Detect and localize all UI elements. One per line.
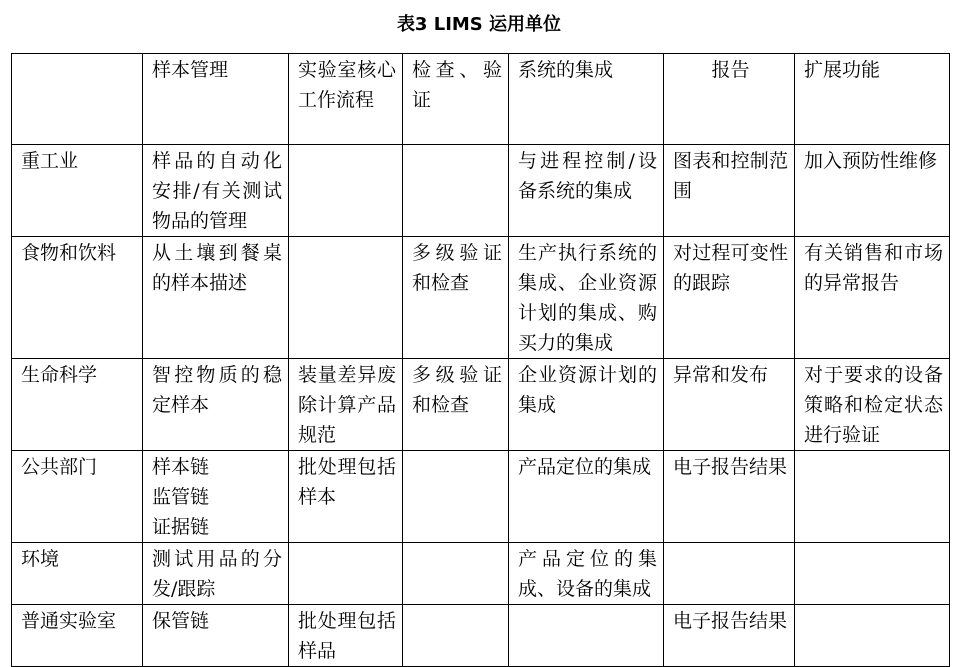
cell-core-workflow	[289, 605, 403, 667]
cell-extension	[795, 543, 950, 605]
cell-industry: 公共部门	[12, 451, 143, 543]
cell-industry: 食物和饮料	[12, 237, 143, 359]
cell-integration-text: 产品定位的集成、设备的集成	[518, 548, 657, 600]
cell-integration	[509, 359, 664, 451]
table-row	[12, 543, 950, 605]
cell-sample-management-text: 测试用品的分发/跟踪	[152, 548, 282, 600]
cell-integration-text: 生产执行系统的集成、企业资源计划的集成、购买力的集成	[518, 242, 657, 354]
cell-report	[664, 145, 795, 237]
cell-core-workflow-text: 批处理包括样品	[298, 610, 396, 662]
cell-extension	[795, 145, 950, 237]
header-check-verify: 检查、验证	[403, 54, 509, 145]
cell-report-text: 图表和控制范围	[673, 150, 788, 202]
cell-check-verify-text: 多级验证和检查	[412, 242, 502, 294]
cell-report-text: 电子报告结果	[673, 610, 788, 632]
cell-sample-management	[143, 145, 289, 237]
cell-extension-text: 有关销售和市场的异常报告	[804, 242, 943, 294]
cell-core-workflow-text: 批处理包括样本	[298, 456, 396, 508]
cell-extension-text: 加入预防性维修	[804, 150, 938, 172]
cell-integration-text: 产品定位的集成	[518, 456, 652, 478]
cell-check-verify	[403, 145, 509, 237]
cell-check-verify	[403, 605, 509, 667]
cell-report	[664, 451, 795, 543]
header-integration: 系统的集成	[509, 54, 664, 145]
header-sample-management: 样本管理	[143, 54, 289, 145]
cell-sample-management-text: 证据链	[152, 516, 210, 538]
cell-extension	[795, 451, 950, 543]
cell-extension	[795, 237, 950, 359]
header-core-workflow: 实验室核心工作流程	[289, 54, 403, 145]
cell-integration	[509, 543, 664, 605]
table-row	[12, 605, 950, 667]
cell-sample-management	[143, 543, 289, 605]
cell-integration-text: 企业资源计划的集成	[518, 364, 657, 416]
table-caption: 表3 LIMS 运用单位	[396, 14, 562, 35]
cell-integration	[509, 237, 664, 359]
cell-report	[664, 605, 795, 667]
cell-sample-management-text: 监管链	[152, 486, 210, 508]
cell-sample-management-text: 样本链	[152, 456, 210, 478]
cell-integration	[509, 145, 664, 237]
cell-sample-management-text: 保管链	[152, 610, 210, 632]
cell-sample-management-text: 从土壤到餐桌的样本描述	[152, 242, 282, 294]
cell-report	[664, 543, 795, 605]
cell-industry: 重工业	[12, 145, 143, 237]
cell-integration	[509, 451, 664, 543]
cell-integration	[509, 605, 664, 667]
cell-extension-text: 对于要求的设备策略和检定状态进行验证	[804, 364, 943, 446]
header-report: 报告	[664, 54, 795, 145]
table-row	[12, 451, 950, 543]
header-row	[12, 54, 950, 145]
cell-check-verify	[403, 543, 509, 605]
lims-table	[11, 53, 950, 667]
cell-report	[664, 237, 795, 359]
cell-sample-management	[143, 237, 289, 359]
cell-report-text: 异常和发布	[673, 364, 769, 386]
cell-report-text: 对过程可变性的跟踪	[673, 242, 788, 294]
cell-core-workflow	[289, 237, 403, 359]
cell-core-workflow	[289, 359, 403, 451]
cell-check-verify	[403, 237, 509, 359]
cell-report-text: 电子报告结果	[673, 456, 788, 478]
cell-check-verify-text: 多级验证和检查	[412, 364, 502, 416]
header-corner	[12, 54, 143, 145]
cell-sample-management-text: 样品的自动化安排/有关测试物品的管理	[152, 150, 282, 232]
cell-core-workflow	[289, 145, 403, 237]
table-row	[12, 237, 950, 359]
cell-industry: 生命科学	[12, 359, 143, 451]
cell-check-verify	[403, 359, 509, 451]
cell-report	[664, 359, 795, 451]
table-row	[12, 359, 950, 451]
header-extension: 扩展功能	[795, 54, 950, 145]
cell-core-workflow	[289, 451, 403, 543]
cell-sample-management	[143, 451, 289, 543]
cell-sample-management	[143, 359, 289, 451]
cell-core-workflow	[289, 543, 403, 605]
cell-industry: 环境	[12, 543, 143, 605]
cell-industry: 普通实验室	[12, 605, 143, 667]
cell-check-verify	[403, 451, 509, 543]
cell-extension	[795, 605, 950, 667]
cell-core-workflow-text: 装量差异废除计算产品规范	[298, 364, 396, 446]
cell-integration-text: 与进程控制/设备系统的集成	[518, 150, 657, 202]
cell-sample-management-text: 智控物质的稳定样本	[152, 364, 282, 416]
table-row	[12, 145, 950, 237]
cell-extension	[795, 359, 950, 451]
cell-sample-management	[143, 605, 289, 667]
